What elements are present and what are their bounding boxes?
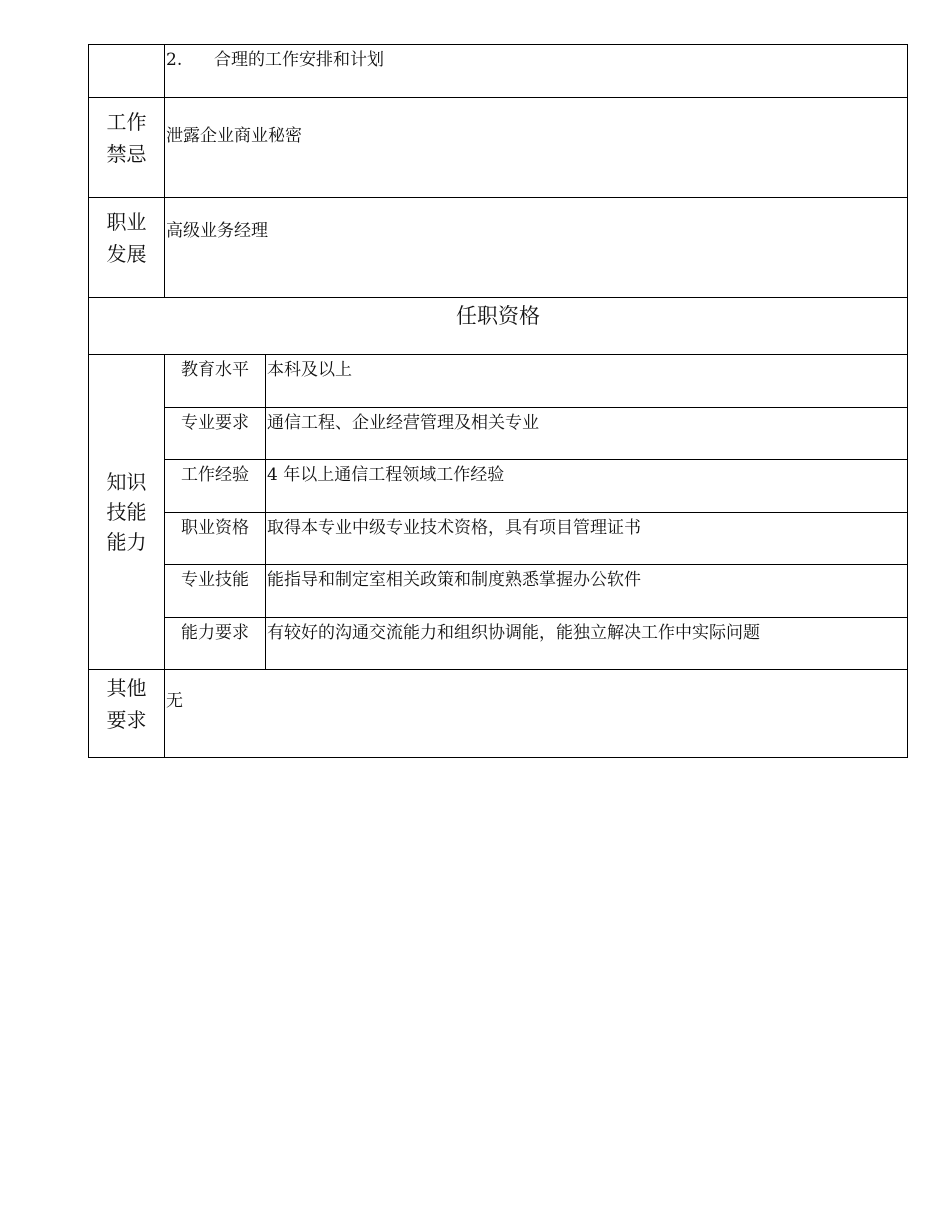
- table-row: [89, 45, 908, 98]
- table-row: [89, 460, 908, 513]
- taboo-value: 泄露企业商业秘密: [165, 98, 908, 198]
- table-row: [89, 512, 908, 565]
- job-description-table: [88, 44, 908, 758]
- ability-label: 能力要求: [165, 617, 266, 670]
- ability-value: 有较好的沟通交流能力和组织协调能，能独立解决工作中实际问题: [266, 617, 908, 670]
- table-row: [89, 355, 908, 408]
- table-row: [89, 617, 908, 670]
- education-label: 教育水平: [165, 355, 266, 408]
- empty-label-cell: [89, 45, 165, 98]
- other-label: 其他 要求: [89, 670, 165, 758]
- education-value: 本科及以上: [266, 355, 908, 408]
- table-row: [89, 670, 908, 758]
- document-page: [88, 44, 907, 758]
- plan-item-cell: [165, 45, 908, 98]
- other-value: 无: [165, 670, 908, 758]
- skills-label: 知识 技能 能力: [89, 355, 165, 670]
- list-number: 2.: [166, 50, 183, 70]
- table-row: [89, 98, 908, 198]
- qualification-label: 职业资格: [165, 512, 266, 565]
- table-row: [89, 198, 908, 298]
- table-row: [89, 407, 908, 460]
- experience-value: 4 年以上通信工程领域工作经验: [266, 460, 908, 513]
- taboo-label: 工作 禁忌: [89, 98, 165, 198]
- professional-skill-label: 专业技能: [165, 565, 266, 618]
- major-label: 专业要求: [165, 407, 266, 460]
- section-title: 任职资格: [89, 298, 908, 355]
- career-label: 职业 发展: [89, 198, 165, 298]
- major-value: 通信工程、企业经营管理及相关专业: [266, 407, 908, 460]
- qualification-value: 取得本专业中级专业技术资格，具有项目管理证书: [266, 512, 908, 565]
- list-item-text: 合理的工作安排和计划: [214, 50, 384, 70]
- career-value: 高级业务经理: [165, 198, 908, 298]
- professional-skill-value: 能指导和制定室相关政策和制度熟悉掌握办公软件: [266, 565, 908, 618]
- experience-label: 工作经验: [165, 460, 266, 513]
- table-row: [89, 565, 908, 618]
- table-row: [89, 298, 908, 355]
